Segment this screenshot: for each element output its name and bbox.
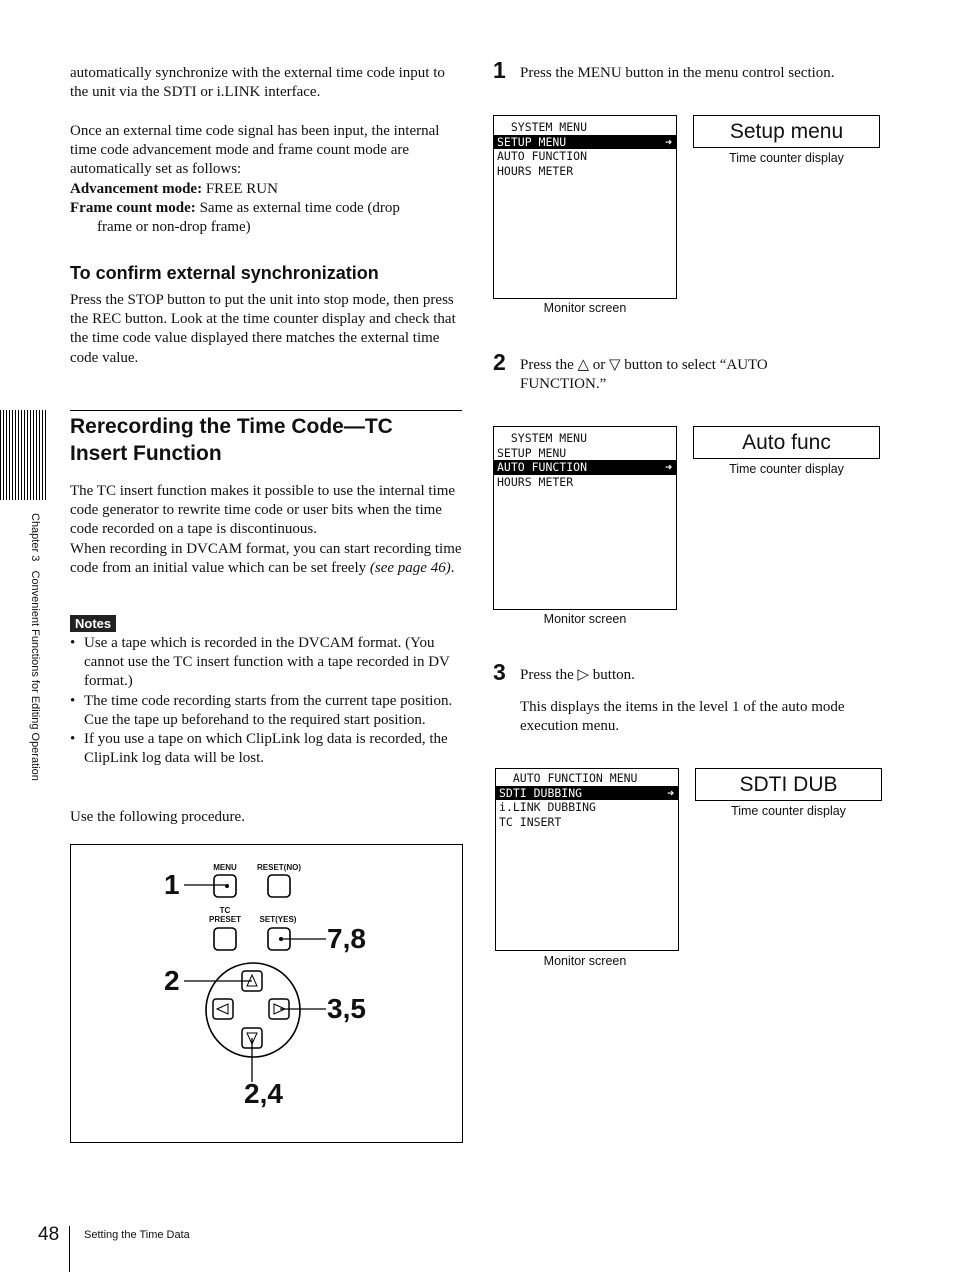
section-rule bbox=[70, 410, 462, 411]
step-2-text: Press the △ or ▽ button to select “AUTO FUNCTION.” bbox=[520, 357, 768, 393]
menu-button-label: MENU bbox=[213, 863, 237, 872]
callout-7-8: 7,8 bbox=[327, 923, 366, 954]
time-counter-display-2: Auto func bbox=[693, 426, 880, 459]
notes-badge: Notes bbox=[70, 615, 116, 632]
time-counter-display-3: SDTI DUB bbox=[695, 768, 882, 801]
footer-divider bbox=[69, 1226, 70, 1272]
monitor-item-selected bbox=[496, 786, 678, 801]
advancement-label: Advancement mode: bbox=[70, 181, 203, 197]
page-number: 48 bbox=[38, 1224, 60, 1245]
control-panel-figure bbox=[70, 844, 463, 1143]
time-counter-caption-1: Time counter display bbox=[729, 151, 844, 165]
monitor-item-selected bbox=[494, 460, 676, 475]
step-1-text: Press the MENU button in the menu control section. bbox=[520, 65, 835, 81]
tc-preset-label-2: PRESET bbox=[208, 915, 241, 924]
frame-count-mode bbox=[70, 199, 462, 218]
intro-para-2 bbox=[70, 540, 462, 578]
frame-count-value-cont: frame or non-drop frame) bbox=[97, 219, 251, 235]
note-item: • Use a tape which is recorded in the DVCAM format. (You cannot use the TC insert function with a tape recorded in DV format.) bbox=[70, 634, 462, 692]
note-item: • The time code recording starts from the current tape position. Cue the tape up beforehand to the required start position. bbox=[70, 692, 462, 730]
callout-1: 1 bbox=[164, 869, 180, 900]
monitor-item: AUTO FUNCTION bbox=[497, 149, 588, 163]
monitor-screen-3 bbox=[495, 768, 679, 951]
note-item: • If you use a tape on which ClipLink log data is recorded, the ClipLink log data will be lost. bbox=[70, 730, 462, 768]
procedure-text: Use the following procedure. bbox=[70, 809, 245, 825]
time-counter-display-1: Setup menu bbox=[693, 115, 880, 148]
right-arrow-icon: ➜ bbox=[665, 134, 672, 149]
monitor-item: HOURS METER bbox=[497, 474, 574, 489]
right-arrow-icon: ➜ bbox=[667, 785, 674, 800]
monitor-screen-2 bbox=[493, 426, 677, 610]
intro-para-1: The TC insert function makes it possible to use the internal time code generator to rewrite time code or user bits when the time code recorded on a tape is discontinuous. bbox=[70, 483, 456, 538]
monitor-item: i.LINK DUBBING bbox=[499, 800, 596, 814]
monitor-item-label: SETUP MENU bbox=[497, 134, 567, 149]
para-modes: Once an external time code signal has been input, the internal time code advancement mode and frame count mode are automatically set as follows: bbox=[70, 123, 440, 178]
intro-text: When recording in DVCAM format, you can start recording time code from an initial value which can be set freely bbox=[70, 541, 462, 577]
step-3-text: Press the ▷ button. bbox=[520, 667, 635, 683]
tc-preset-button bbox=[214, 928, 236, 950]
para-sync: automatically synchronize with the external time code input to the unit via the SDTI or i.LINK interface. bbox=[70, 65, 445, 101]
set-button-label: SET(YES) bbox=[259, 915, 297, 924]
monitor-caption-3: Monitor screen bbox=[543, 954, 627, 968]
intro-end: . bbox=[450, 560, 455, 577]
step-2-number: 2 bbox=[493, 349, 506, 375]
monitor-title: SYSTEM MENU bbox=[497, 120, 588, 134]
monitor-title: AUTO FUNCTION MENU bbox=[499, 771, 638, 785]
callout-3-5: 3,5 bbox=[327, 993, 366, 1024]
monitor-item-selected bbox=[494, 135, 676, 150]
reset-button-label: RESET(NO) bbox=[257, 863, 301, 872]
frame-count-value: Same as external time code (drop bbox=[195, 200, 400, 216]
monitor-item: TC INSERT bbox=[499, 814, 562, 829]
confirm-heading: To confirm external synchronization bbox=[70, 263, 379, 283]
monitor-title: SYSTEM MENU bbox=[497, 431, 588, 445]
step-3-detail: This displays the items in the level 1 of the auto mode execution menu. bbox=[520, 699, 845, 735]
time-counter-caption-2: Time counter display bbox=[729, 462, 844, 476]
right-arrow-icon: ➜ bbox=[665, 460, 672, 474]
section-title: Rerecording the Time Code—TC Insert Function bbox=[70, 415, 393, 465]
chapter-tab-stripes bbox=[0, 410, 47, 500]
page-reference: (see page 46) bbox=[369, 560, 451, 577]
left-arrow-icon bbox=[217, 1004, 228, 1014]
frame-count-label: Frame count mode: bbox=[70, 200, 196, 216]
advancement-value: FREE RUN bbox=[202, 181, 278, 197]
advancement-mode bbox=[70, 180, 462, 199]
tc-preset-label-1: TC bbox=[219, 906, 231, 915]
monitor-item-label: SDTI DUBBING bbox=[499, 785, 583, 800]
reset-button bbox=[268, 875, 290, 897]
monitor-screen-1 bbox=[493, 115, 677, 299]
monitor-caption-1: Monitor screen bbox=[543, 301, 627, 315]
chapter-sidebar-text: Chapter 3 Convenient Functions for Editing Operation bbox=[29, 513, 41, 781]
monitor-item: SETUP MENU bbox=[497, 445, 567, 460]
confirm-text: Press the STOP button to put the unit into stop mode, then press the REC button. Look at the time counter display and check that the time code value displayed there matches the external time code value. bbox=[70, 292, 456, 366]
monitor-item-label: AUTO FUNCTION bbox=[497, 460, 588, 474]
callout-2: 2 bbox=[164, 965, 180, 996]
time-counter-caption-3: Time counter display bbox=[731, 804, 846, 818]
monitor-item: HOURS METER bbox=[497, 163, 574, 178]
notes-list bbox=[70, 634, 462, 768]
step-1-number: 1 bbox=[493, 57, 506, 83]
monitor-caption-2: Monitor screen bbox=[543, 612, 627, 626]
footer-section-title: Setting the Time Data bbox=[84, 1229, 190, 1241]
step-3-number: 3 bbox=[493, 659, 506, 685]
callout-2-4: 2,4 bbox=[244, 1078, 283, 1109]
